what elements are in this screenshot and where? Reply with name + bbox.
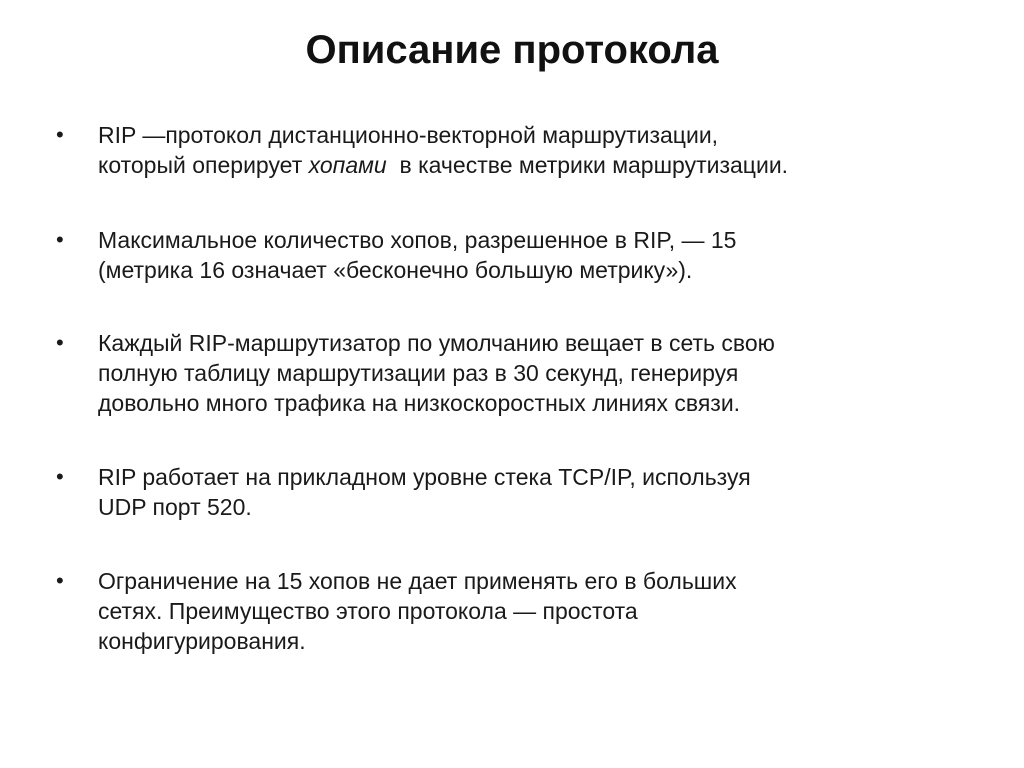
bullet-icon: • xyxy=(56,122,64,147)
emphasized-term: хопами xyxy=(308,152,387,178)
bullet-text-line: (метрика 16 означает «бесконечно большую метрику»). xyxy=(98,257,693,283)
bullet-text-fragment: который оперирует xyxy=(98,152,309,178)
bullet-icon: • xyxy=(56,568,64,593)
bullet-text-line: UDP порт 520. xyxy=(98,494,252,520)
bullet-icon: • xyxy=(56,330,64,355)
list-item xyxy=(56,120,956,180)
slide-title: Описание протокола xyxy=(305,28,719,72)
bullet-text-line: RIP работает на прикладном уровне стека TCP/IP, используя xyxy=(98,464,751,490)
bullet-icon: • xyxy=(56,464,64,489)
bullet-text-line: конфигурирования. xyxy=(98,628,306,654)
bullet-text-line: Максимальное количество хопов, разрешенное в RIP, — 15 xyxy=(98,227,737,253)
list-item xyxy=(56,225,956,285)
bullet-text-line: Каждый RIP-маршрутизатор по умолчанию вещает в сеть свою xyxy=(98,330,775,356)
list-item xyxy=(56,566,956,656)
bullet-text-line: Ограничение на 15 хопов не дает применять его в больших xyxy=(98,568,737,594)
list-item xyxy=(56,462,956,522)
bullet-text-line: RIP —протокол дистанционно-векторной маршрутизации, xyxy=(98,122,719,148)
list-item xyxy=(56,328,956,418)
bullet-text-fragment: в качестве метрики маршрутизации. xyxy=(386,152,789,178)
bullet-text-line: довольно много трафика на низкоскоростных линиях связи. xyxy=(98,390,741,416)
bullet-list xyxy=(56,120,956,656)
bullet-icon: • xyxy=(56,227,64,252)
bullet-text-line xyxy=(98,150,956,180)
bullet-text-line: полную таблицу маршрутизации раз в 30 секунд, генерируя xyxy=(98,360,739,386)
bullet-text-line: сетях. Преимущество этого протокола — простота xyxy=(98,598,638,624)
